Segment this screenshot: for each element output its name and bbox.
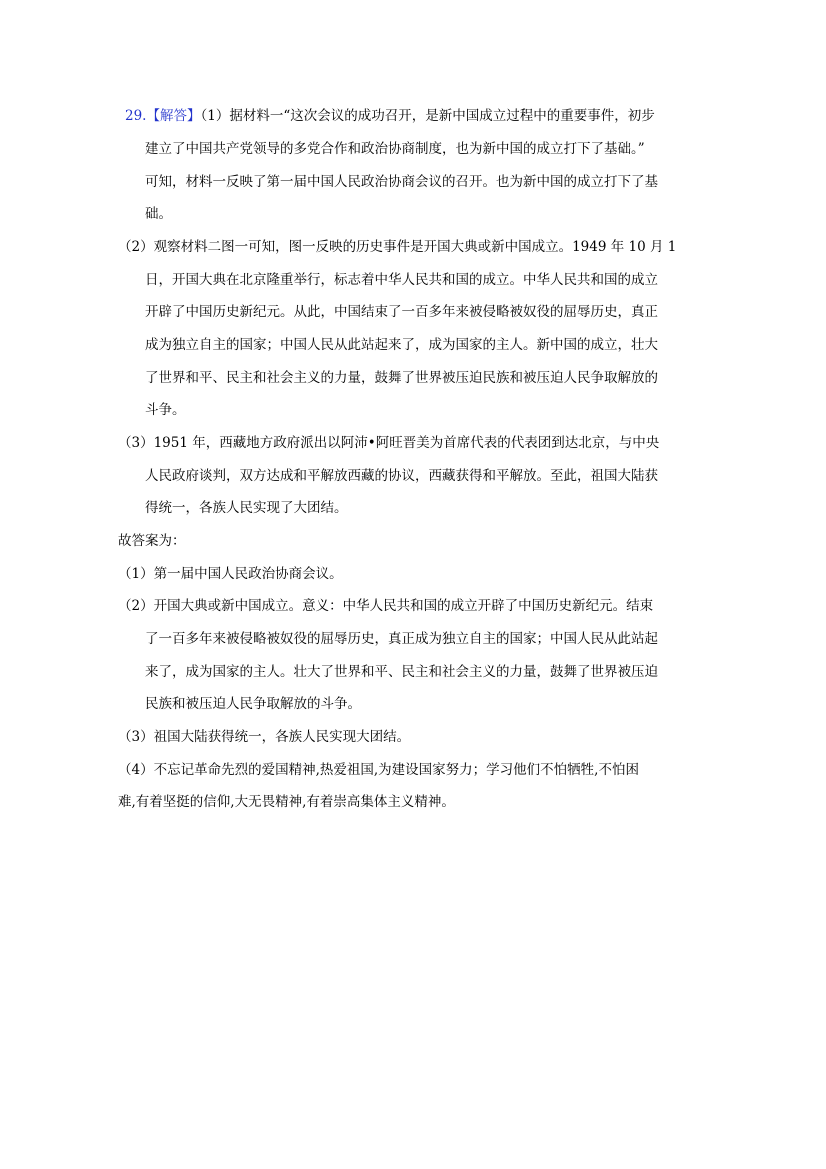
- answer-line: 了一百多年来被侵略被奴役的屈辱历史，真正成为独立自主的国家；中国人民从此站起: [145, 631, 658, 647]
- question-text-line: 成为独立自主的国家；中国人民从此站起来了，成为国家的主人。新中国的成立，壮大: [145, 337, 658, 353]
- question-text-line: 得统一，各族人民实现了大团结。: [145, 500, 348, 516]
- question-text-line: 可知，材料一反映了第一届中国人民政治协商会议的召开。也为新中国的成立打下了基: [145, 174, 658, 190]
- question-text-line: （2）观察材料二图一可知，图一反映的历史事件是开国大典或新中国成立。1949 年 10 月 1: [118, 239, 677, 255]
- answer-line: （1）第一届中国人民政治协商会议。: [118, 566, 343, 582]
- answer-line: 来了，成为国家的主人。壮大了世界和平、民主和社会主义的力量，鼓舞了世界被压迫: [145, 664, 658, 680]
- question-text-line: （3）1951 年，西藏地方政府派出以阿沛•阿旺晋美为首席代表的代表团到达北京，与中央: [118, 435, 660, 451]
- question-text-line: 人民政府谈判，双方达成和平解放西藏的协议，西藏获得和平解放。至此，祖国大陆获: [145, 468, 658, 484]
- question-text-line: 日，开国大典在北京隆重举行，标志着中华人民共和国的成立。中华人民共和国的成立: [145, 272, 658, 288]
- question-text-line: 开辟了中国历史新纪元。从此，中国结束了一百多年来被侵略被奴役的屈辱历史，真正: [145, 304, 658, 320]
- answer-tag: 【解答】: [146, 108, 201, 124]
- question-text-line: 础。: [145, 206, 172, 222]
- answer-line: 民族和被压迫人民争取解放的斗争。: [145, 696, 361, 712]
- question-first-line: [125, 106, 655, 126]
- answer-heading: 故答案为：: [118, 533, 186, 549]
- question-number: 29.: [125, 108, 147, 124]
- question-text-line: 斗争。: [145, 402, 186, 418]
- answer-line: （3）祖国大陆获得统一，各族人民实现大团结。: [118, 729, 411, 745]
- answer-line: （4）不忘记革命先烈的爱国精神,热爱祖国,为建设国家努力；学习他们不怕牺牲,不怕困: [118, 762, 639, 778]
- answer-line: 难,有着坚挺的信仰,大无畏精神,有着崇高集体主义精神。: [118, 794, 455, 810]
- answer-line: （2）开国大典或新中国成立。意义：中华人民共和国的成立开辟了中国历史新纪元。结束: [118, 598, 654, 614]
- question-text-line: 建立了中国共产党领导的多党合作和政治协商制度，也为新中国的成立打下了基础。”: [145, 141, 645, 157]
- question-text-line: 了世界和平、民主和社会主义的力量，鼓舞了世界被压迫民族和被压迫人民争取解放的: [145, 370, 658, 386]
- question-text-line: （1）据材料一“这次会议的成功召开，是新中国成立过程中的重要事件，初步: [200, 108, 655, 124]
